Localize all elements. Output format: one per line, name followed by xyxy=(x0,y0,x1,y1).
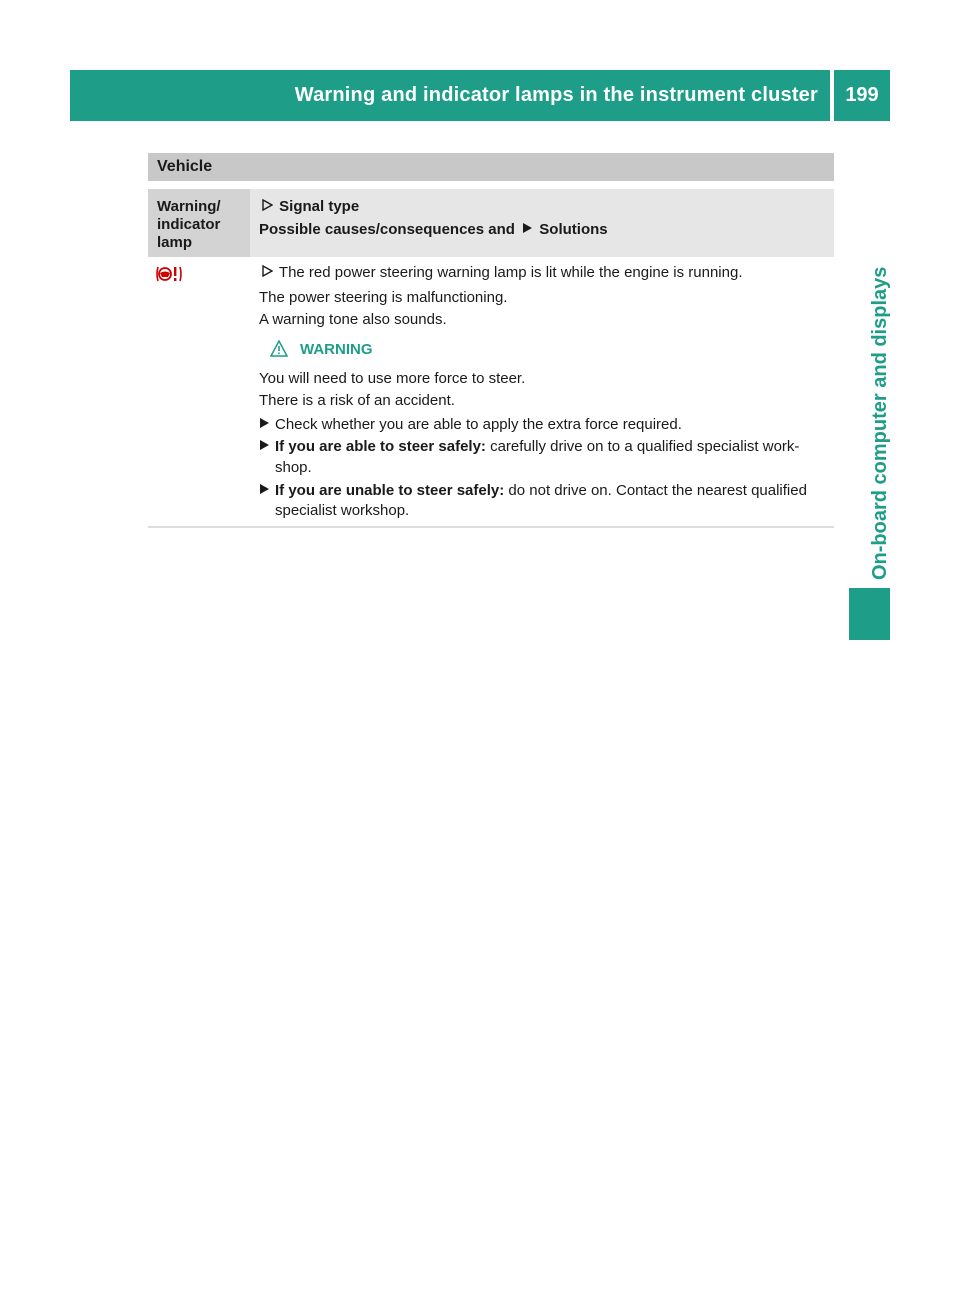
solutions-label: Solutions xyxy=(539,221,608,238)
causes-label: Possible causes/consequences and xyxy=(259,221,515,238)
triangle-right-outline-icon xyxy=(259,264,275,282)
solution-step-3-text: do not drive on. Contact the nearest qualified xyxy=(504,482,807,499)
section-title: Vehicle xyxy=(157,158,213,175)
triangle-right-filled-icon xyxy=(259,481,275,501)
cause-line-2: A warning tone also sounds. xyxy=(259,311,447,328)
warning-line-1: You will need to use more force to steer. xyxy=(259,370,526,387)
solution-step-3 xyxy=(259,481,807,501)
warning-line-2: There is a risk of an accident. xyxy=(259,392,455,409)
triangle-right-filled-icon xyxy=(259,437,275,457)
table-bottom-rule xyxy=(148,526,834,528)
signal-description xyxy=(259,264,743,282)
solution-step-2-text: carefully drive on to a qualified specialist work- xyxy=(485,438,800,455)
side-tab-marker xyxy=(849,588,890,640)
triangle-right-outline-icon xyxy=(259,198,275,215)
lamp-header-line-3: lamp xyxy=(157,234,193,251)
page-number: 199 xyxy=(845,84,879,106)
causes-header xyxy=(259,221,608,238)
side-tab-label: On-board computer and displays xyxy=(869,266,891,580)
signal-text: The red power steering warning lamp is lit while the engine is running. xyxy=(278,264,743,281)
solution-step-2-condition: If you are able to steer safely: xyxy=(275,438,486,455)
solution-step-2-cont-text: shop. xyxy=(275,459,312,476)
warning-triangle-icon xyxy=(270,340,288,357)
solution-step-1 xyxy=(259,415,682,435)
warning-label: WARNING xyxy=(300,341,373,358)
page-number-box xyxy=(834,70,890,121)
cause-line-1: The power steering is malfunctioning. xyxy=(259,289,508,306)
solution-step-3-cont-text: specialist workshop. xyxy=(275,502,410,519)
header-bar xyxy=(70,70,830,121)
page-title: Warning and indicator lamps in the instrument cluster xyxy=(294,84,818,106)
solution-step-2-continued xyxy=(259,458,312,478)
solution-step-3-continued xyxy=(259,501,409,521)
lamp-column-header xyxy=(157,198,221,252)
table-header-lamp xyxy=(148,189,250,257)
solution-step-1-text: Check whether you are able to apply the extra force required. xyxy=(275,416,682,433)
solution-step-3-condition: If you are unable to steer safely: xyxy=(275,482,505,499)
triangle-right-filled-icon xyxy=(519,221,535,238)
lamp-header-line-1: Warning/ xyxy=(157,198,221,215)
signal-type-header xyxy=(259,198,359,215)
signal-type-label: Signal type xyxy=(279,198,360,215)
triangle-right-filled-icon xyxy=(259,415,275,435)
solution-step-2 xyxy=(259,437,799,457)
table-header-description xyxy=(250,189,834,257)
section-header xyxy=(148,153,834,181)
power-steering-warning-icon xyxy=(156,265,182,283)
lamp-header-line-2: indicator xyxy=(157,216,221,233)
